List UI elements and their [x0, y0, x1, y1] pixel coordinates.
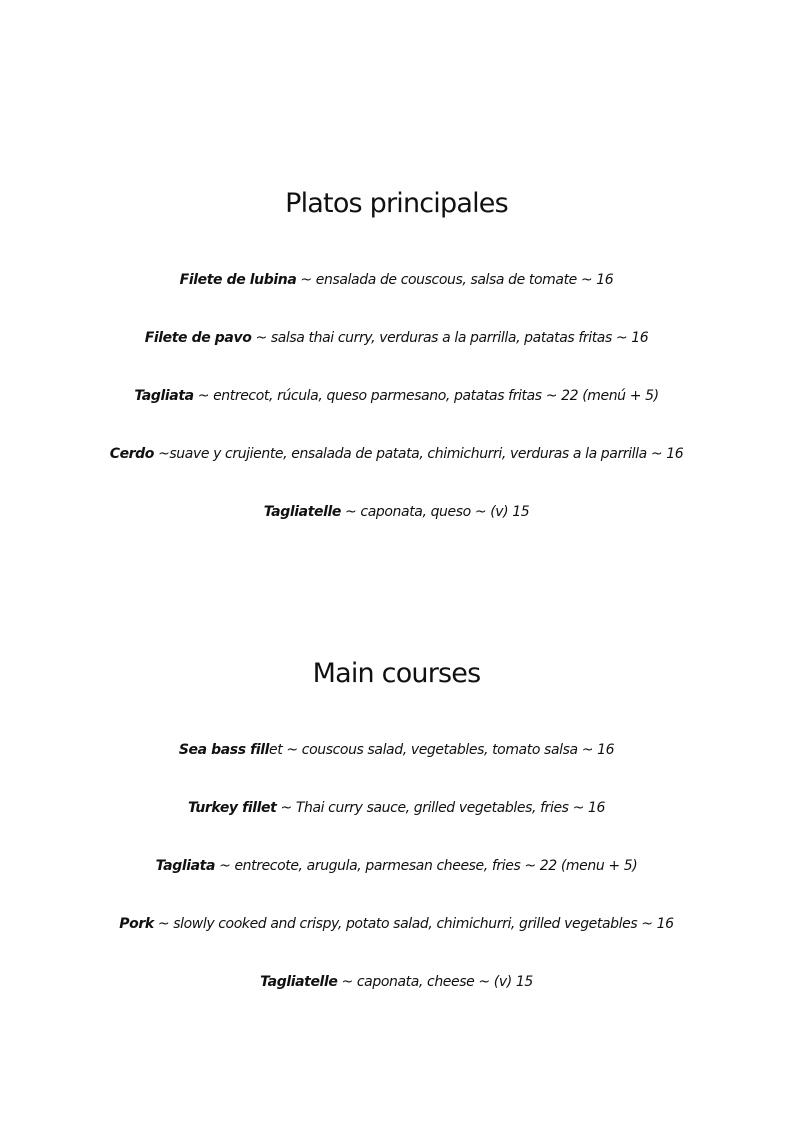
dish-description: ~ Thai curry sauce, grilled vegetables, fries ~ 16: [276, 800, 605, 816]
dish-name: Pork: [119, 916, 154, 932]
menu-item: [0, 739, 793, 797]
menu-item: [0, 855, 793, 913]
menu-item: [0, 385, 793, 443]
dish-name: Cerdo: [109, 446, 155, 462]
dish-name: Turkey fillet: [188, 800, 277, 816]
section-title: Main courses: [312, 658, 481, 689]
menu-items-list: [0, 739, 793, 1029]
dish-description: ~ ensalada de couscous, salsa de tomate ~ 16: [296, 272, 614, 288]
menu-item: [0, 269, 793, 327]
menu-section-spanish: [0, 187, 793, 559]
dish-description: et ~ couscous salad, vegetables, tomato salsa ~ 16: [269, 742, 615, 758]
dish-name: Tagliatelle: [260, 974, 338, 990]
dish-description: ~ entrecot, rúcula, queso parmesano, patatas fritas ~ 22 (menú + 5): [193, 388, 659, 404]
menu-item: [0, 971, 793, 1029]
dish-description: ~ caponata, queso ~ (v) 15: [340, 504, 530, 520]
dish-description: ~ entrecote, arugula, parmesan cheese, fries ~ 22 (menu + 5): [215, 858, 638, 874]
dish-name: Tagliatelle: [263, 504, 341, 520]
section-title: Platos principales: [285, 188, 508, 219]
dish-name: Filete de lubina: [179, 272, 297, 288]
menu-item: [0, 501, 793, 559]
dish-description: ~ slowly cooked and crispy, potato salad, chimichurri, grilled vegetables ~ 16: [153, 916, 674, 932]
menu-item: [0, 913, 793, 971]
dish-description: ~suave y crujiente, ensalada de patata, chimichurri, verduras a la parrilla ~ 16: [154, 446, 684, 462]
menu-item: [0, 327, 793, 385]
dish-name: Filete de pavo: [144, 330, 252, 346]
dish-name: Tagliata: [155, 858, 216, 874]
dish-description: ~ salsa thai curry, verduras a la parrilla, patatas fritas ~ 16: [251, 330, 649, 346]
dish-name: Sea bass fill: [178, 742, 270, 758]
menu-section-english: [0, 657, 793, 1029]
dish-description: ~ caponata, cheese ~ (v) 15: [337, 974, 533, 990]
menu-items-list: [0, 269, 793, 559]
menu-item: [0, 443, 793, 501]
dish-name: Tagliata: [134, 388, 194, 404]
menu-item: [0, 797, 793, 855]
